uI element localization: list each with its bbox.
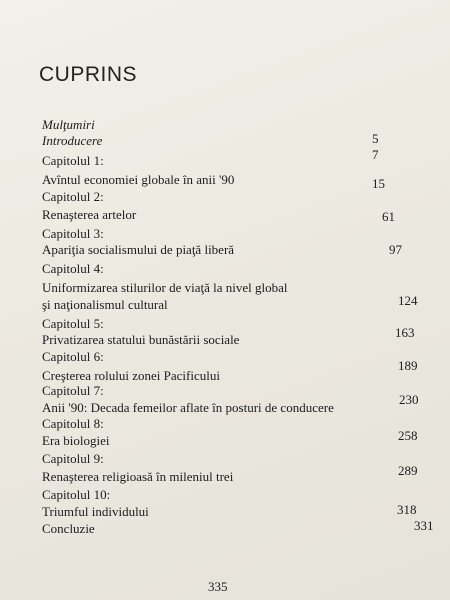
chapter-label: Capitolul 2: — [42, 189, 104, 204]
chapter-title: Creşterea rolului zonei Pacificului — [42, 368, 220, 383]
chapter-title: Era biologiei — [42, 433, 110, 448]
page-number: 7 — [372, 147, 379, 162]
page-number: 258 — [398, 428, 418, 443]
page-number: 331 — [414, 518, 434, 533]
chapter-label: Capitolul 7: — [42, 383, 104, 398]
toc-entry-introduction: Introducere — [42, 133, 103, 148]
chapter-title: Renaşterea religioasă în mileniul trei — [42, 469, 234, 484]
chapter-label: Capitolul 4: — [42, 261, 104, 276]
page-number: 15 — [372, 176, 385, 191]
chapter-label: Capitolul 8: — [42, 416, 104, 431]
chapter-title: Renaşterea artelor — [42, 207, 137, 222]
page-number: 124 — [398, 293, 418, 308]
chapter-label: Capitolul 9: — [42, 451, 104, 466]
chapter-title: Apariţia socialismului de piaţă liberă — [42, 242, 235, 257]
folio-page-number: 335 — [208, 579, 228, 594]
chapter-label: Capitolul 10: — [42, 487, 111, 502]
chapter-title: Anii '90: Decada femeilor aflate în posturi de conducere — [42, 400, 334, 415]
toc-heading: CUPRINS — [39, 63, 138, 86]
chapter-title: Triumful individului — [42, 504, 149, 519]
chapter-title: Privatizarea statului bunăstării sociale — [42, 332, 240, 347]
chapter-label: Capitolul 6: — [42, 349, 104, 364]
page-number: 5 — [372, 131, 379, 146]
chapter-title: Avîntul economiei globale în anii '90 — [42, 172, 235, 187]
page-number: 318 — [397, 502, 417, 517]
chapter-title: şi naţionalismul cultural — [42, 297, 168, 312]
page-number: 289 — [398, 463, 418, 478]
chapter-label: Capitolul 3: — [42, 226, 104, 241]
chapter-label: Capitolul 5: — [42, 316, 104, 331]
page-number: 97 — [389, 242, 402, 257]
chapter-title: Uniformizarea stilurilor de viaţă la nivel global — [42, 280, 288, 295]
page-number: 61 — [382, 209, 395, 224]
toc-entry-thanks: Mulţumiri — [42, 117, 95, 132]
page-number: 230 — [399, 392, 419, 407]
page-number: 163 — [395, 325, 415, 340]
toc-entry-conclusion: Concluzie — [42, 521, 95, 536]
page-number: 189 — [398, 358, 418, 373]
chapter-label: Capitolul 1: — [42, 153, 104, 168]
